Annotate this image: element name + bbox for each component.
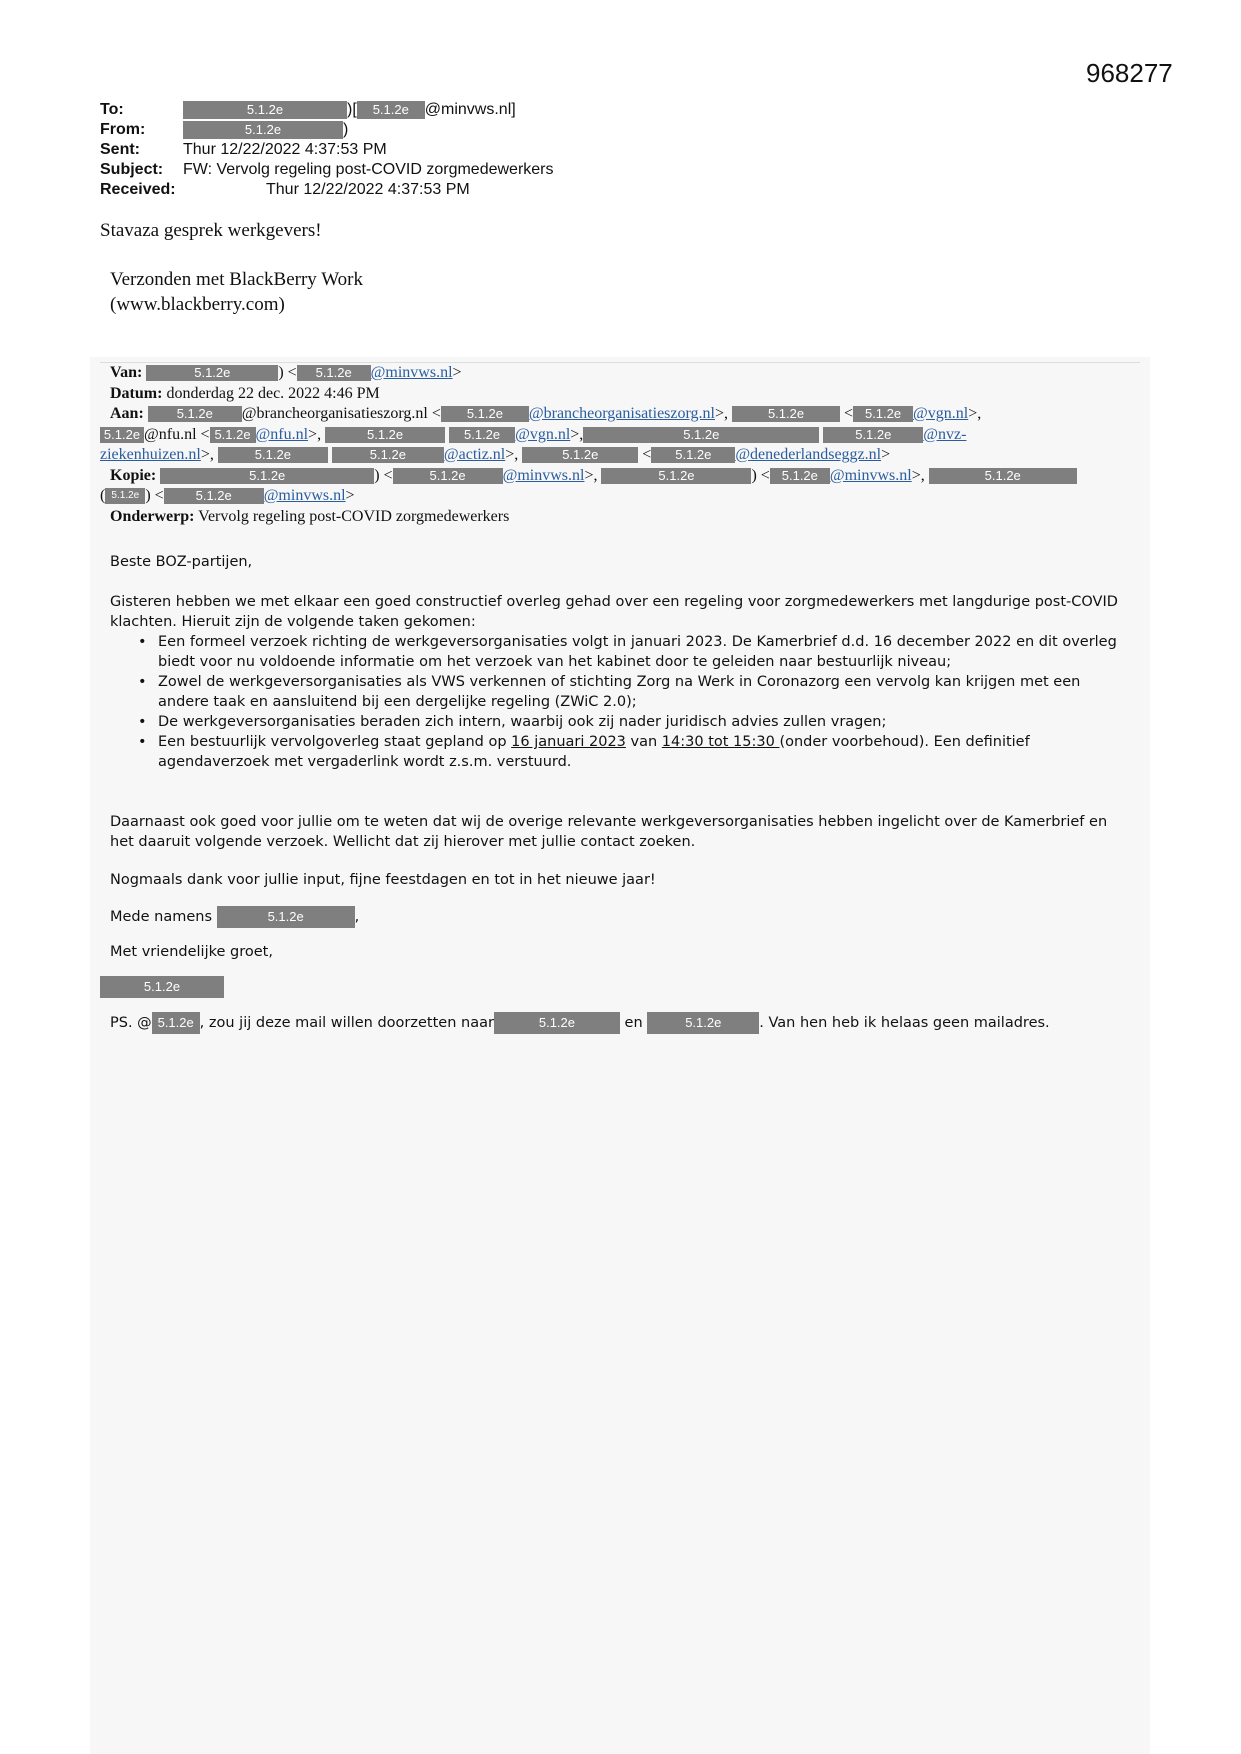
email-link[interactable]: @nfu.nl [255,425,309,443]
redaction-box: 5.1.2e [183,101,347,119]
meeting-date: 16 januari 2023 [511,734,626,750]
blackberry-signature: Verzonden met BlackBerry Work (www.blackberry.com) [110,269,363,315]
to-domain: @minvws.nl] [424,101,516,118]
redaction-box: 5.1.2e [441,406,529,422]
email-link[interactable]: @minvws.nl [370,364,453,381]
redaction-box: 5.1.2e [583,427,819,443]
mede-namens: Mede namens 5.1.2e , [110,906,1130,928]
redaction-box: 5.1.2e [853,406,913,422]
datum-value: donderdag 22 dec. 2022 4:46 PM [166,384,380,402]
subject-value: FW: Vervolg regeling post-COVID zorgmedewerkers [183,161,554,178]
greeting: Beste BOZ-partijen, [110,554,253,570]
email-link[interactable]: @vgn.nl [515,425,571,443]
email-body [110,552,1130,1034]
redaction-box: 5.1.2e [357,101,425,119]
onderwerp-value: Vervolg regeling post-COVID zorgmedewerkers [198,507,510,525]
redaction-box: 5.1.2e [332,447,444,463]
subject-label: Subject: [100,161,164,178]
email-link[interactable]: ziekenhuizen.nl [100,446,201,463]
closing: Met vriendelijke groet, [110,944,273,960]
kopie-label: Kopie: [110,466,157,484]
task-list [110,632,1130,772]
redaction-box: 5.1.2e [929,468,1077,484]
redaction-box: 5.1.2e [522,447,638,463]
list-item: • Een bestuurlijk vervolgoverleg staat gepland op 16 januari 2023 van 14:30 tot 15:30 (onder voorbehoud). Een definitief agendaverzoek met vergaderlink wordt z.s.m. verstuurd. [136,732,1130,772]
redaction-box: 5.1.2e [325,427,445,443]
redaction-box: 5.1.2e [148,406,242,422]
van-label: Van: [110,364,143,381]
to-label: To: [100,101,124,118]
redaction-box: 5.1.2e [770,468,830,484]
redaction-box: 5.1.2e [210,427,256,443]
paragraph: Gisteren hebben we met elkaar een goed constructief overleg gehad over een regeling voor zorgmedewerkers met langdurige post-COVID klachten. Hieruit zijn de volgende taken gekomen: [110,594,1118,630]
document-number: 968277 [1086,58,1173,88]
from-label: From: [100,121,146,138]
list-item: • Een formeel verzoek richting de werkgeversorganisaties volgt in januari 2023. De Kamerbrief d.d. 16 december 2022 en dit overleg biedt voor nu voldoende informatie om het verzoek van het kabinet door te geleiden naar bestuurlijk niveau; [136,632,1130,672]
email-link[interactable]: @minvws.nl [502,466,585,484]
redaction-box: 5.1.2e [651,447,735,463]
redaction-box: 5.1.2e [105,488,145,504]
aan-label: Aan: [110,405,144,422]
redaction-box: 5.1.2e [647,1012,759,1034]
list-item: • De werkgeversorganisaties beraden zich intern, waarbij ook zij nader juridisch advies zullen vragen; [136,712,1130,732]
sent-value: Thur 12/22/2022 4:37:53 PM [183,141,387,158]
redaction-box: 5.1.2e [732,406,840,422]
sender-name [100,976,1130,998]
onderwerp-label: Onderwerp: [110,507,195,525]
email-link[interactable]: @brancheorganisatieszorg.nl [528,405,715,422]
email-link[interactable]: @vgn.nl [913,405,969,422]
list-item: • Zowel de werkgeversorganisaties als VWS verkennen of stichting Zorg na Werk in Coronazorg een vervolg kan krijgen met een andere taak en aansluitend bij een dergelijke regeling (ZWiC 2.0); [136,672,1130,712]
postscript: PS. @ 5.1.2e , zou jij deze mail willen doorzetten naar 5.1.2e en 5.1.2e . Van hen heb ik helaas geen mailadres. [110,1012,1130,1034]
redaction-box: 5.1.2e [146,365,278,381]
meeting-time: 14:30 tot 15:30 [661,734,780,750]
redaction-box: 5.1.2e [449,427,515,443]
email-link[interactable]: @nvz- [923,425,967,443]
paragraph: Nogmaals dank voor jullie input, fijne feestdagen en tot in het nieuwe jaar! [110,872,656,888]
intro-text: Stavaza gesprek werkgevers! [100,220,322,241]
redaction-box: 5.1.2e [100,976,224,998]
email-link[interactable]: @minvws.nl [829,466,912,484]
redaction-box: 5.1.2e [393,468,503,484]
redaction-box: 5.1.2e [218,447,328,463]
redaction-box: 5.1.2e [823,427,923,443]
received-value: Thur 12/22/2022 4:37:53 PM [266,181,470,198]
email-link[interactable]: @actiz.nl [443,446,506,463]
redaction-box: 5.1.2e [183,121,343,139]
redaction-box: 5.1.2e [601,468,751,484]
redaction-box: 5.1.2e [217,906,355,928]
forwarded-header: Van: 5.1.2e ) < 5.1.2e @minvws.nl> Datum: donderdag 22 dec. 2022 4:46 PM Aan: 5.1.2e @brancheorganisatieszorg.nl < 5.1.2e @brancheorganisatieszorg.nl>, 5.1.2e < 5.1.2e @vgn.nl>, 5.1.2e @nfu.nl < 5.1.2e @nfu.nl>, 5.1.2e 5.1.2e @vgn.nl>, 5.1.2e 5.1.2e @nvz- ziekenhuizen.nl>, 5.1.2e 5.1.2e @actiz.nl>, 5.1.2e < 5.1.2e @denederlandseggz.nl> Kopie: 5.1.2e ) < 5.1.2e @minvws.nl>, 5.1.2e ) < 5.1.2e @minvws.nl>, 5.1.2e ( 5.1.2e ) < 5.1.2e @minvws.nl> Onderwerp: Vervolg regeling post-COVID zorgmedewerkers [100,363,1140,527]
redaction-box: 5.1.2e [297,365,371,381]
redaction-box: 5.1.2e [152,1012,200,1034]
redaction-box: 5.1.2e [160,468,374,484]
email-link[interactable]: @denederlandseggz.nl [735,446,882,463]
sent-label: Sent: [100,141,140,158]
redaction-box: 5.1.2e [494,1012,620,1034]
email-link[interactable]: @minvws.nl [263,487,346,504]
redaction-box: 5.1.2e [100,427,144,443]
paragraph: Daarnaast ook goed voor jullie om te weten dat wij de overige relevante werkgeversorganisaties hebben ingelicht over de Kamerbrief en het daaruit volgende verzoek. Wellicht dat zij hierover met jullie contact zoeken. [110,814,1108,850]
received-label: Received: [100,181,176,198]
datum-label: Datum: [110,384,163,402]
redaction-box: 5.1.2e [164,488,264,504]
